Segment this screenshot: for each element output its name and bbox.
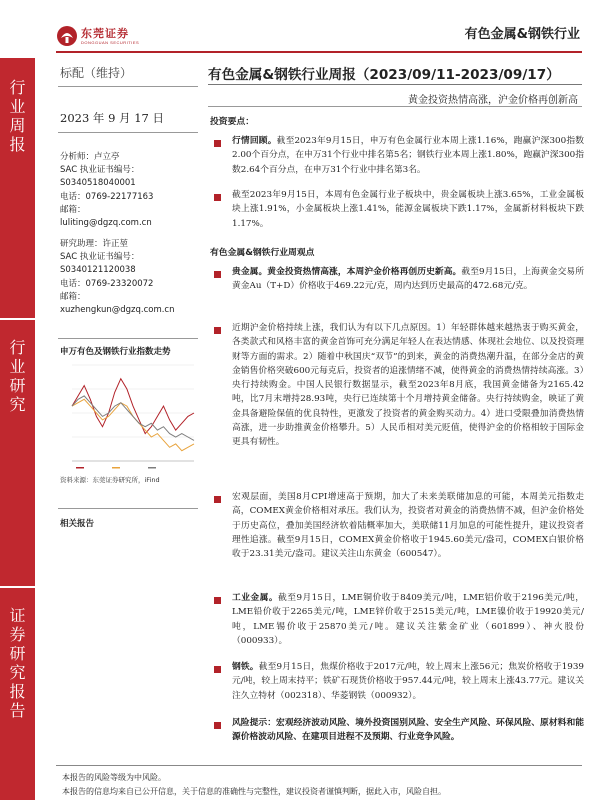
assistant-cert-label: SAC 执业证书编号： [60, 252, 140, 263]
paragraph-gold-reasons: 近期沪金价格持续上涨，我们认为有以下几点原因。1）年轻群体越来越热衷于购买黄金，各类款式和风格丰富的黄金首饰可充分满足年轻人在表达情感、体现社会地位、以及投资理财等方面的需求。2）随着中秋国庆“双节”的到来，黄金的消费热潮升温，在部分金店的黄金销售价格突破600元每克后，投资者的追涨情绪不减，使得黄金的消费热情持续高涨。3）央行持续购金。中国人民银行数据显示，截至2023年8月底，我国黄金储备为2165.42吨，比7月末增持28.93吨，央行已连续第十个月增持黄金储备。央行持续购金，映证了黄金具备避险保值的优良特性，更激发了投资者的黄金购买动力。4）进口受限叠加消费热情高涨，进一步助推黄金价格攀升。5）人民币相对美元贬值，使得沪金的价格相较于国际金更具有韧性。 [232, 323, 584, 448]
side-label-research: 行 业 研 究 [9, 338, 26, 414]
bullet-icon [214, 597, 221, 604]
legend-marker-有色金属 [76, 467, 84, 469]
analyst-email-label: 邮箱： [60, 204, 86, 215]
footer-risk-level: 本报告的风险等级为中风险。 [62, 773, 166, 782]
lead-risk: 风险提示： [232, 718, 277, 728]
legend-marker-钢铁 [112, 467, 120, 469]
legend-marker-沪深300 [148, 467, 156, 469]
chart-data-source: 资料来源：东莞证券研究所，iFind [60, 476, 160, 484]
side-label-weekly: 行 业 周 报 [9, 78, 26, 154]
analyst-phone: 电话：0769-22177163 [60, 191, 154, 202]
analyst-cert-label: SAC 执业证书编号： [60, 165, 140, 176]
footer-divider [56, 765, 582, 766]
assistant-info [60, 238, 174, 317]
logo-icon [56, 25, 78, 47]
related-divider [58, 508, 198, 509]
report-title: 有色金属&钢铁行业周报（2023/09/11-2023/09/17） [208, 67, 560, 83]
paragraph-sub-sectors: 截至2023年9月15日，本周有色金属行业子板块中，贵金属板块上涨3.65%，工业金属板块上涨1.91%，小金属板块上涨1.41%，能源金属板块下跌1.17%，金属新材料板块下跌1.17%。 [232, 190, 584, 229]
rating-divider [58, 86, 198, 87]
bullet-icon [214, 496, 221, 503]
assistant-email-label: 邮箱： [60, 291, 86, 302]
subtitle-divider [208, 106, 582, 107]
report-date: 2023 年 9 月 17 日 [60, 111, 164, 125]
assistant-cert-no: S0340121120038 [60, 265, 136, 276]
side-bar-divider [0, 586, 35, 588]
lead-market-review: 行情回顾。 [232, 136, 277, 146]
paragraph-risk: 风险提示：宏观经济波动风险、境外投资国别风险、安全生产风险、环保风险、原材料和能源价格波动风险、在建项目进程不及预期、行业竞争风险。 [232, 718, 585, 743]
bullet-icon [214, 194, 221, 201]
side-label-securities-report: 证 券 研 究 报 告 [9, 606, 26, 720]
analyst-cert-no: S0340518040001 [60, 178, 136, 189]
logo-text-cn: 东莞证券 [81, 26, 129, 40]
paragraph-industrial-metals: 工业金属。截至9月15日，LME铜价收于8409美元/吨，LME铝价收于2196美元/吨，LME铅价收于2265美元/吨，LME锌价收于2515美元/吨，LME镍价收于19920美元/吨，LME锡价收于25870美元/吨。建议关注紫金矿业（601899）、神火股份（000933）。 [232, 593, 584, 646]
analyst-info [60, 151, 153, 230]
bullet-icon [214, 666, 221, 673]
bullet-icon [214, 271, 221, 278]
assistant-name: 研究助理：许正堃 [60, 239, 129, 249]
assistant-email[interactable]: xuzhengkun@dgzq.com.cn [60, 305, 175, 316]
bullet-icon [214, 140, 221, 147]
paragraph-precious-metals: 贵金属。黄金投资热情高涨，本周沪金价格再创历史新高。截至9月15日，上海黄金交易所黄金Au（T+D）价格收于469.22元/克，周内达到历史最高的472.68元/克。 [232, 267, 585, 292]
series-line-沪深300 [72, 396, 194, 441]
bullet-icon [214, 722, 221, 729]
company-logo [56, 24, 139, 48]
header-divider [56, 51, 582, 53]
bullet-icon [214, 327, 221, 334]
paragraph-market-review: 行情回顾。截至2023年9月15日，申万有色金属行业本周上涨1.16%，跑赢沪深300指数2.00个百分点，在申万31个行业中排名第5名；钢铁行业本周上涨1.80%，跑赢沪深300指数2.64个百分点，在申万31个行业中排名第3名。 [232, 136, 585, 175]
side-bar-divider [0, 318, 35, 320]
industry-label: 有色金属&钢铁行业 [464, 27, 580, 42]
footer-disclaimer: 本报告的信息均来自已公开信息，关于信息的准确性与完整性，建议投资者谨慎判断，据此入市，风险自担。 [62, 787, 446, 796]
date-divider [58, 132, 198, 133]
logo-text-en: DONGGUAN SECURITIES [81, 39, 140, 45]
paragraph-steel: 钢铁。截至9月15日，焦煤价格收于2017元/吨，较上周末上涨56元；焦炭价格收于1939元/吨，较上周末持平；铁矿石现货价格收于957.44元/吨，较上周末上涨43.77元。建议关注久立特材（002318）、华菱钢铁（000932）。 [232, 662, 584, 701]
index-chart [58, 357, 198, 475]
rating: 标配（维持） [60, 66, 133, 80]
lead-precious-metals: 贵金属。黄金投资热情高涨，本周沪金价格再创历史新高。 [232, 267, 462, 277]
report-subtitle: 黄金投资热情高涨，沪金价格再创新高 [408, 95, 578, 106]
lead-steel: 钢铁。 [232, 662, 259, 672]
weekly-views-heading: 有色金属&钢铁行业周观点 [210, 248, 315, 258]
chart-top-divider [58, 338, 198, 339]
paragraph-macro: 宏观层面，美国8月CPI增速高于预期，加大了未来美联储加息的可能，本周美元指数走高，COMEX黄金价格相对承压。我们认为，投资者对黄金的消费热情不减，但沪金价格处于历史高位，叠加美国经济软着陆概率加大，美联储11月加息的可能性提升，建议投资者理性追涨。截至9月15日，COMEX黄金价格收于1945.60美元/盎司，COMEX白银价格收于23.31美元/盎司。建议关注山东黄金（600547）。 [232, 492, 584, 560]
analyst-email[interactable]: luliting@dgzq.com.cn [60, 218, 152, 229]
related-reports-heading: 相关报告 [60, 519, 95, 529]
assistant-phone: 电话：0769-23320072 [60, 278, 154, 289]
analyst-name: 分析师：卢立亭 [60, 152, 120, 162]
index-chart-title: 申万有色及钢铁行业指数走势 [60, 347, 171, 357]
lead-industrial-metals: 工业金属。 [232, 593, 279, 603]
title-divider [208, 84, 582, 85]
investment-points-heading: 投资要点： [210, 117, 254, 127]
